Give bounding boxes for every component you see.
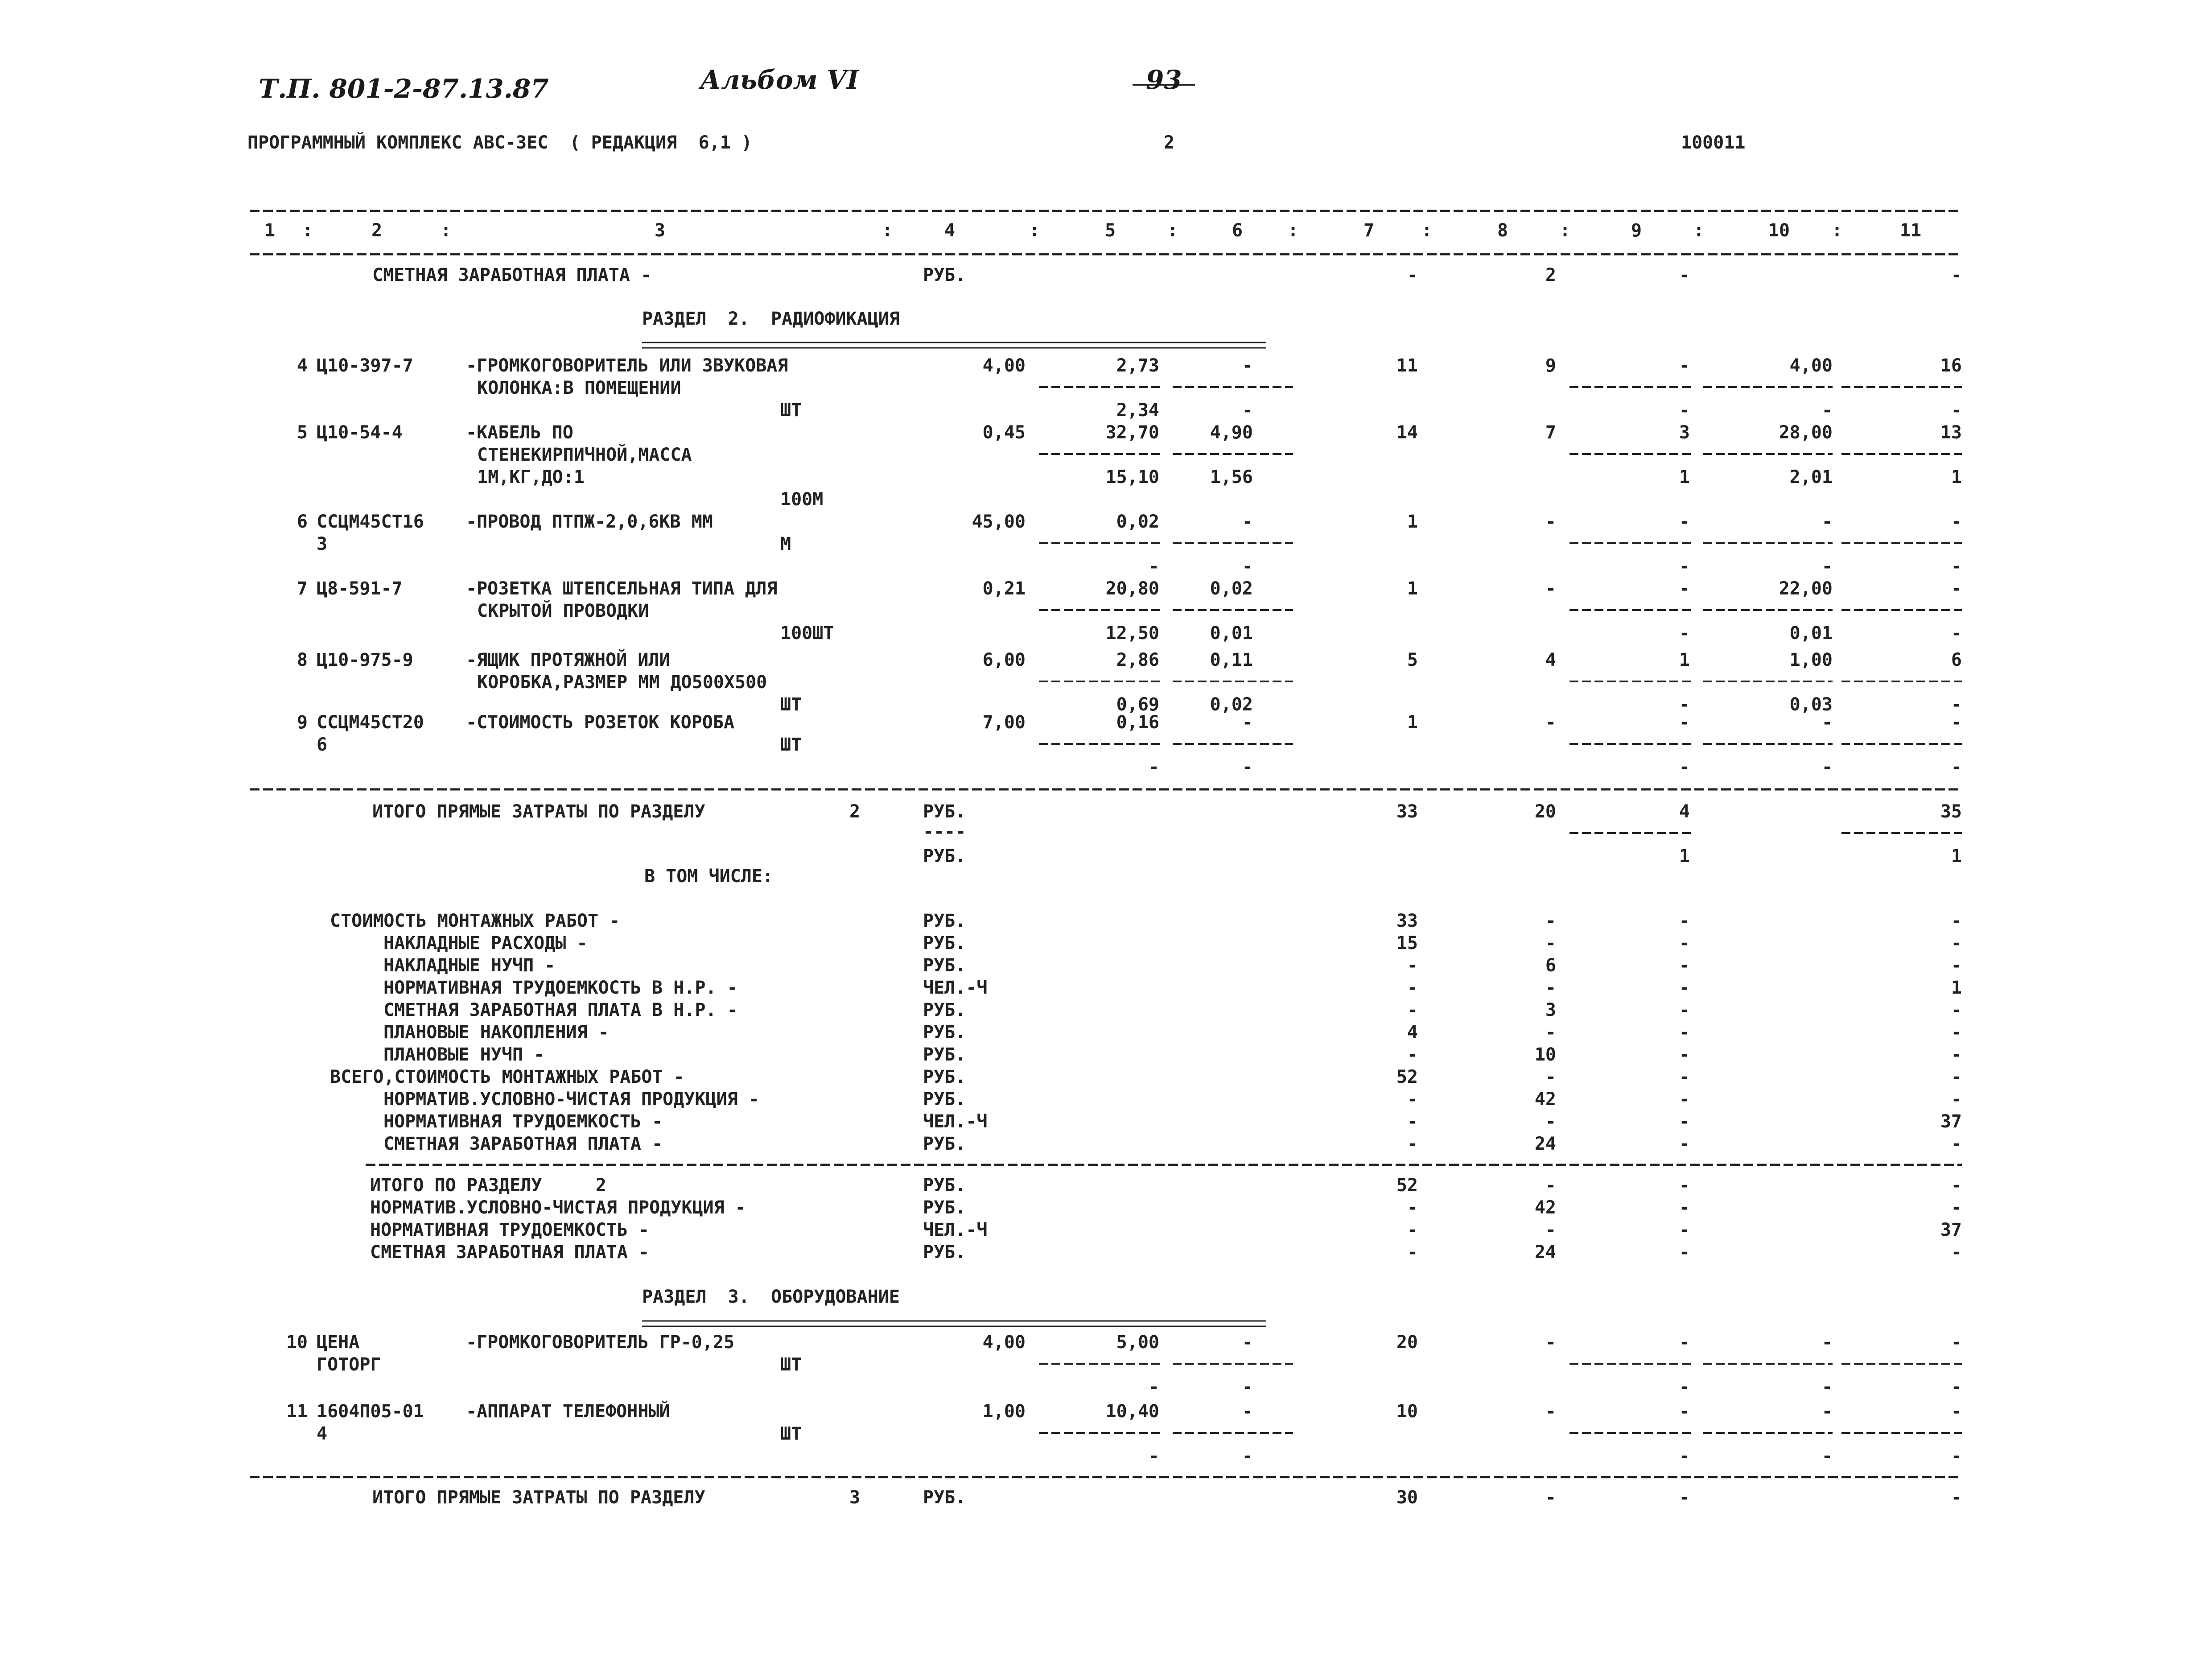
section2-detail-9-col8: 42 — [1534, 1089, 1556, 1110]
section2-row-3-bottom-col5: - — [1148, 556, 1159, 577]
top-wage-row-label: СМЕТНАЯ ЗАРАБОТНАЯ ПЛАТА - — [372, 265, 652, 285]
section3-row-2-col11: - — [1951, 1401, 1962, 1422]
section2-row-6-code2: 6 — [317, 735, 328, 755]
section2-row-5-col11: 6 — [1951, 650, 1962, 670]
section2-total-col11: 35 — [1940, 801, 1962, 822]
section3-total-section-number: 3 — [849, 1487, 861, 1508]
section2-detail-1-col9: - — [1679, 911, 1690, 931]
section3-row-1-col6: - — [1242, 1332, 1253, 1353]
section2-detail-8-col8: - — [1545, 1067, 1556, 1087]
section2-detail-6-label: ПЛАНОВЫЕ НАКОПЛЕНИЯ - — [383, 1022, 609, 1043]
column-separator-7: : — [1421, 220, 1433, 241]
section2-row-6-col10: - — [1821, 712, 1833, 733]
column-header-c10: 10 — [1768, 220, 1790, 241]
section2-detail-8-unit: РУБ. — [923, 1067, 966, 1087]
section2-row-6-bottom-col11: - — [1951, 757, 1962, 777]
section3-row-2-bottom-col10: - — [1821, 1446, 1833, 1466]
section3-row-2-bottom-col6: - — [1242, 1446, 1253, 1466]
column-separator-8: : — [1559, 220, 1571, 241]
section2-row-2-col10: 28,00 — [1779, 422, 1833, 443]
section3-row-1-col11: - — [1951, 1332, 1962, 1353]
section2-detail-1-col7: 33 — [1396, 911, 1418, 931]
section2-detail-4-label: НОРМАТИВНАЯ ТРУДОЕМКОСТЬ В Н.Р. - — [383, 978, 738, 998]
section2-detail-9-unit: РУБ. — [923, 1089, 966, 1110]
section2-detail-11-col7: - — [1407, 1134, 1418, 1154]
section3-row-1-col10: - — [1821, 1332, 1833, 1353]
section3-row-2-col8: - — [1545, 1401, 1556, 1422]
section2-row-3-col8: - — [1545, 512, 1556, 532]
column-separator-4: : — [1029, 220, 1040, 241]
section2-detail-3-label: НАКЛАДНЫЕ НУЧП - — [383, 955, 556, 976]
document-code: 100011 — [1681, 132, 1746, 153]
section2-detail-6-col7: 4 — [1407, 1022, 1418, 1043]
column-header-c7: 7 — [1363, 220, 1375, 241]
section2-row-1-col11: 16 — [1940, 355, 1962, 376]
section2-detail-2-label: НАКЛАДНЫЕ РАСХОДЫ - — [383, 933, 588, 953]
section2-detail-5-col9: - — [1679, 1000, 1690, 1020]
section2-summary-2-unit: РУБ. — [923, 1197, 966, 1218]
section2-detail-10-col8: - — [1545, 1111, 1556, 1132]
section2-row-1-bottom-col11: - — [1951, 400, 1962, 421]
column-separator-2: : — [440, 220, 452, 241]
section2-row-1-unit: ШТ — [780, 400, 802, 421]
section2-row-4-qty: 0,21 — [982, 578, 1026, 599]
section2-row-4-name2: СКРЫТОЙ ПРОВОДКИ — [477, 601, 649, 621]
section2-row-2-bottom-col6: 1,56 — [1210, 467, 1253, 487]
section2-summary-4-col11: - — [1951, 1242, 1962, 1263]
section2-summary-3-col9: - — [1679, 1220, 1690, 1240]
section2-title: РАЗДЕЛ 2. РАДИОФИКАЦИЯ — [642, 309, 900, 329]
column-separator-1: : — [302, 220, 313, 241]
section2-row-3-bottom-col10: - — [1821, 556, 1833, 577]
section3-row-2-code: 1604П05-01 — [317, 1401, 424, 1422]
section2-detail-7-col8: 10 — [1534, 1044, 1556, 1065]
section2-row-2-col9: 3 — [1679, 422, 1690, 443]
section2-summary-3-col8: - — [1545, 1220, 1556, 1240]
section3-row-2-qty: 1,00 — [982, 1401, 1026, 1422]
section2-detail-11-col11: - — [1951, 1134, 1962, 1154]
section2-row-4-bottom-col5: 12,50 — [1105, 623, 1159, 644]
section2-detail-5-label: СМЕТНАЯ ЗАРАБОТНАЯ ПЛАТА В Н.Р. - — [383, 1000, 738, 1020]
section2-row-2-code: Ц10-54-4 — [317, 422, 403, 443]
section2-detail-5-unit: РУБ. — [923, 1000, 966, 1020]
section2-summary-3-label: НОРМАТИВНАЯ ТРУДОЕМКОСТЬ - — [370, 1220, 650, 1240]
section3-row-2-bottom-col5: - — [1148, 1446, 1159, 1466]
section2-row-1-col9: - — [1679, 355, 1690, 376]
column-header-c11: 11 — [1899, 220, 1922, 241]
section2-row-3-code2: 3 — [317, 534, 328, 554]
section2-row-5-col8: 4 — [1545, 650, 1556, 670]
section2-detail-7-unit: РУБ. — [923, 1044, 966, 1065]
section2-detail-6-col9: - — [1679, 1022, 1690, 1043]
section2-row-6-qty: 7,00 — [982, 712, 1026, 733]
section2-row-3-name1: -ПРОВОД ПТПЖ-2,0,6КВ ММ — [466, 512, 713, 532]
section3-row-2-col9: - — [1679, 1401, 1690, 1422]
section2-row-3-bottom-col11: - — [1951, 556, 1962, 577]
section2-detail-8-label: ВСЕГО,СТОИМОСТЬ МОНТАЖНЫХ РАБОТ - — [330, 1067, 684, 1087]
section2-row-2-name3: 1М,КГ,ДО:1 — [477, 467, 585, 487]
section2-summary-4-col7: - — [1407, 1242, 1418, 1263]
section2-row-2-bottom-col10: 2,01 — [1789, 467, 1833, 487]
section2-row-3-unit: М — [780, 534, 791, 554]
section2-detail-1-unit: РУБ. — [923, 911, 966, 931]
section2-detail-3-col11: - — [1951, 955, 1962, 976]
section2-detail-9-col7: - — [1407, 1089, 1418, 1110]
section2-detail-7-label: ПЛАНОВЫЕ НУЧП - — [383, 1044, 545, 1065]
section2-total-col9: 4 — [1679, 801, 1690, 822]
section2-row-1-col7: 11 — [1396, 355, 1418, 376]
section3-total-col8: - — [1545, 1487, 1556, 1508]
section2-row-5-col6: 0,11 — [1210, 650, 1253, 670]
column-separator-6: : — [1287, 220, 1299, 241]
column-header-c9: 9 — [1631, 220, 1642, 241]
section2-detail-4-unit: ЧЕЛ.-Ч — [923, 978, 988, 998]
section2-total2-col9: 1 — [1679, 846, 1690, 867]
section2-row-4-name1: -РОЗЕТКА ШТЕПСЕЛЬНАЯ ТИПА ДЛЯ — [466, 578, 778, 599]
section2-detail-1-col8: - — [1545, 911, 1556, 931]
section2-row-5-col10: 1,00 — [1789, 650, 1833, 670]
section2-row-1-bottom-col9: - — [1679, 400, 1690, 421]
section2-row-1-col8: 9 — [1545, 355, 1556, 376]
section2-detail-6-unit: РУБ. — [923, 1022, 966, 1043]
section2-row-5-unit: ШТ — [780, 694, 802, 715]
section2-row-4-bottom-col10: 0,01 — [1789, 623, 1833, 644]
section2-row-2-col11: 13 — [1940, 422, 1962, 443]
column-separator-9: : — [1693, 220, 1705, 241]
section2-row-3-col9: - — [1679, 512, 1690, 532]
section2-row-5-bottom-col9: - — [1679, 694, 1690, 715]
section2-row-6-col6: - — [1242, 712, 1253, 733]
section2-summary-3-unit: ЧЕЛ.-Ч — [923, 1220, 988, 1240]
section2-row-1-col5: 2,73 — [1116, 355, 1159, 376]
section3-row-2-bottom-col11: - — [1951, 1446, 1962, 1466]
top-wage-row-unit: РУБ. — [923, 265, 966, 285]
section2-row-4-bottom-col11: - — [1951, 623, 1962, 644]
section2-row-3-bottom-col9: - — [1679, 556, 1690, 577]
section2-detail-9-col11: - — [1951, 1089, 1962, 1110]
section2-detail-4-col11: 1 — [1951, 978, 1962, 998]
section2-summary-1-col9: - — [1679, 1175, 1690, 1196]
handwritten-page-number: 93 — [1146, 65, 1182, 95]
section2-detail-1-label: СТОИМОСТЬ МОНТАЖНЫХ РАБОТ - — [330, 911, 620, 931]
section3-row-1-name1: -ГРОМКОГОВОРИТЕЛЬ ГР-0,25 — [466, 1332, 735, 1353]
section2-summary-4-label: СМЕТНАЯ ЗАРАБОТНАЯ ПЛАТА - — [370, 1242, 650, 1263]
section2-row-5-name1: -ЯЩИК ПРОТЯЖНОЙ ИЛИ — [466, 650, 670, 670]
section2-summary-4-col9: - — [1679, 1242, 1690, 1263]
section3-row-1-unit: ШТ — [780, 1354, 802, 1375]
section2-summary-1-col11: - — [1951, 1175, 1962, 1196]
column-separator-3: : — [882, 220, 893, 241]
top-wage-row-col7: - — [1407, 265, 1418, 285]
section2-detail-7-col7: - — [1407, 1044, 1418, 1065]
section2-summary-2-col7: - — [1407, 1197, 1418, 1218]
section2-row-2-bottom-col11: 1 — [1951, 467, 1962, 487]
section2-summary-1-label: ИТОГО ПО РАЗДЕЛУ 2 — [370, 1175, 606, 1196]
section2-row-2-unit: 100М — [780, 489, 824, 510]
handwritten-project-code: Т.П. 801-2-87.13.87 — [259, 74, 549, 104]
column-header-c2: 2 — [371, 220, 383, 241]
column-header-c3: 3 — [654, 220, 666, 241]
section2-summary-3-col7: - — [1407, 1220, 1418, 1240]
section3-row-2-bottom-col9: - — [1679, 1446, 1690, 1466]
section2-detail-5-col8: 3 — [1545, 1000, 1556, 1020]
section2-summary-3-col11: 37 — [1940, 1220, 1962, 1240]
section2-row-6-col7: 1 — [1407, 712, 1418, 733]
section2-row-4-bottom-col9: - — [1679, 623, 1690, 644]
section2-row-5-bottom-col5: 0,69 — [1116, 694, 1159, 715]
section2-total2-col11: 1 — [1951, 846, 1962, 867]
section2-detail-6-col11: - — [1951, 1022, 1962, 1043]
section3-row-1-num: 10 — [286, 1332, 308, 1353]
section2-row-6-bottom-col9: - — [1679, 757, 1690, 777]
section2-row-6-col9: - — [1679, 712, 1690, 733]
section2-row-2-bottom-col9: 1 — [1679, 467, 1690, 487]
section2-row-5-code: Ц10-975-9 — [317, 650, 413, 670]
section2-detail-5-col7: - — [1407, 1000, 1418, 1020]
section2-detail-5-col11: - — [1951, 1000, 1962, 1020]
section2-detail-2-col9: - — [1679, 933, 1690, 953]
section2-row-2-qty: 0,45 — [982, 422, 1026, 443]
section2-row-5-col7: 5 — [1407, 650, 1418, 670]
section3-row-2-unit: ШТ — [780, 1424, 802, 1444]
column-header-c1: 1 — [264, 220, 276, 241]
section2-detail-6-col8: - — [1545, 1022, 1556, 1043]
section2-row-1-bottom-col6: - — [1242, 400, 1253, 421]
section2-row-1-num: 4 — [297, 355, 308, 376]
section3-row-1-col7: 20 — [1396, 1332, 1418, 1353]
column-header-c6: 6 — [1232, 220, 1243, 241]
section2-summary-4-unit: РУБ. — [923, 1242, 966, 1263]
section2-detail-4-col7: - — [1407, 978, 1418, 998]
section3-row-1-col5: 5,00 — [1116, 1332, 1159, 1353]
section2-row-5-col9: 1 — [1679, 650, 1690, 670]
section2-including-caption: В ТОМ ЧИСЛЕ: — [644, 866, 773, 887]
section2-row-5-bottom-col10: 0,03 — [1789, 694, 1833, 715]
section2-row-4-col7: 1 — [1407, 578, 1418, 599]
section2-detail-8-col11: - — [1951, 1067, 1962, 1087]
section2-row-2-col8: 7 — [1545, 422, 1556, 443]
section2-row-6-bottom-col10: - — [1821, 757, 1833, 777]
section2-row-5-name2: КОРОБКА,РАЗМЕР ММ ДО500Х500 — [477, 672, 767, 693]
section2-summary-1-unit: РУБ. — [923, 1175, 966, 1196]
column-header-c8: 8 — [1497, 220, 1508, 241]
section2-row-3-num: 6 — [297, 512, 308, 532]
section2-row-6-bottom-col6: - — [1242, 757, 1253, 777]
column-header-c4: 4 — [944, 220, 956, 241]
section3-row-1-qty: 4,00 — [982, 1332, 1026, 1353]
section2-detail-7-col9: - — [1679, 1044, 1690, 1065]
section2-row-6-num: 9 — [297, 712, 308, 733]
section2-detail-8-col7: 52 — [1396, 1067, 1418, 1087]
section3-row-1-bottom-col9: - — [1679, 1377, 1690, 1397]
section2-detail-2-col8: - — [1545, 933, 1556, 953]
section2-detail-11-label: СМЕТНАЯ ЗАРАБОТНАЯ ПЛАТА - — [383, 1134, 663, 1154]
column-header-c5: 5 — [1104, 220, 1116, 241]
section2-detail-10-unit: ЧЕЛ.-Ч — [923, 1111, 988, 1132]
section3-total-label: ИТОГО ПРЯМЫЕ ЗАТРАТЫ ПО РАЗДЕЛУ — [372, 1487, 705, 1508]
section2-row-4-col5: 20,80 — [1105, 578, 1159, 599]
section3-row-1-bottom-col6: - — [1242, 1377, 1253, 1397]
section2-summary-1-col7: 52 — [1396, 1175, 1418, 1196]
section2-summary-2-col11: - — [1951, 1197, 1962, 1218]
section2-row-3-col11: - — [1951, 512, 1962, 532]
section3-row-1-code: ЦЕНА — [317, 1332, 360, 1353]
section2-row-3-col7: 1 — [1407, 512, 1418, 532]
section2-detail-2-col7: 15 — [1396, 933, 1418, 953]
section2-row-4-bottom-col6: 0,01 — [1210, 623, 1253, 644]
section2-detail-11-unit: РУБ. — [923, 1134, 966, 1154]
section2-row-5-bottom-col11: - — [1951, 694, 1962, 715]
section2-detail-4-col8: - — [1545, 978, 1556, 998]
section3-total-col7: 30 — [1396, 1487, 1418, 1508]
section3-row-2-name1: -АППАРАТ ТЕЛЕФОННЫЙ — [466, 1401, 670, 1422]
section2-total-label: ИТОГО ПРЯМЫЕ ЗАТРАТЫ ПО РАЗДЕЛУ — [372, 801, 705, 822]
section3-row-2-code2: 4 — [317, 1424, 328, 1444]
section2-row-1-bottom-col5: 2,34 — [1116, 400, 1159, 421]
section2-row-2-name2: СТЕНЕКИРПИЧНОЙ,МАССА — [477, 445, 692, 465]
section2-detail-3-unit: РУБ. — [923, 955, 966, 976]
section3-total-col9: - — [1679, 1487, 1690, 1508]
section2-detail-10-col11: 37 — [1940, 1111, 1962, 1132]
section3-row-2-col5: 10,40 — [1105, 1401, 1159, 1422]
section2-total-unit-dashes: ---- — [923, 821, 966, 842]
sheet-number: 2 — [1164, 132, 1175, 153]
section2-detail-7-col11: - — [1951, 1044, 1962, 1065]
section2-total-col7: 33 — [1396, 801, 1418, 822]
section2-total-unit: РУБ. — [923, 801, 966, 822]
top-wage-row-col8: 2 — [1545, 265, 1556, 285]
section3-title: РАЗДЕЛ 3. ОБОРУДОВАНИЕ — [642, 1287, 900, 1307]
section3-row-2-num: 11 — [286, 1401, 308, 1422]
section3-row-2-col7: 10 — [1396, 1401, 1418, 1422]
section3-row-1-code2: ГОТОРГ — [317, 1354, 381, 1375]
section2-detail-11-col8: 24 — [1534, 1134, 1556, 1154]
section2-row-1-name1: -ГРОМКОГОВОРИТЕЛЬ ИЛИ ЗВУКОВАЯ — [466, 355, 788, 376]
section2-row-3-qty: 45,00 — [972, 512, 1026, 532]
section2-row-4-col8: - — [1545, 578, 1556, 599]
section3-total-col11: - — [1951, 1487, 1962, 1508]
section2-row-1-code: Ц10-397-7 — [317, 355, 413, 376]
section2-row-6-name1: -СТОИМОСТЬ РОЗЕТОК КОРОБА — [466, 712, 735, 733]
section2-row-6-unit: ШТ — [780, 735, 802, 755]
section2-row-4-col10: 22,00 — [1779, 578, 1833, 599]
column-separator-10: : — [1831, 220, 1843, 241]
column-separator-5: : — [1167, 220, 1178, 241]
section2-summary-2-label: НОРМАТИВ.УСЛОВНО-ЧИСТАЯ ПРОДУКЦИЯ - — [370, 1197, 746, 1218]
section2-row-1-qty: 4,00 — [982, 355, 1026, 376]
section2-detail-8-col9: - — [1679, 1067, 1690, 1087]
program-title: ПРОГРАММНЫЙ КОМПЛЕКС АВС-3ЕС ( РЕДАКЦИЯ 6,1 ) — [247, 132, 752, 153]
section2-total-section-number: 2 — [849, 801, 861, 822]
section2-row-3-col6: - — [1242, 512, 1253, 532]
section2-row-3-bottom-col6: - — [1242, 556, 1253, 577]
section2-detail-1-col11: - — [1951, 911, 1962, 931]
section2-detail-4-col9: - — [1679, 978, 1690, 998]
handwritten-album: Альбом VI — [700, 65, 859, 95]
section2-detail-3-col7: - — [1407, 955, 1418, 976]
section2-summary-4-col8: 24 — [1534, 1242, 1556, 1263]
section2-row-5-col5: 2,86 — [1116, 650, 1159, 670]
section2-row-2-col5: 32,70 — [1105, 422, 1159, 443]
section2-row-4-num: 7 — [297, 578, 308, 599]
section3-row-2-col10: - — [1821, 1401, 1833, 1422]
section2-row-2-col7: 14 — [1396, 422, 1418, 443]
top-wage-row-col11: - — [1951, 265, 1962, 285]
section2-row-6-col8: - — [1545, 712, 1556, 733]
section2-total2-unit: РУБ. — [923, 846, 966, 867]
section2-row-6-bottom-col5: - — [1148, 757, 1159, 777]
section3-total-unit: РУБ. — [923, 1487, 966, 1508]
section2-row-4-col6: 0,02 — [1210, 578, 1253, 599]
section2-row-3-col5: 0,02 — [1116, 512, 1159, 532]
section2-detail-9-label: НОРМАТИВ.УСЛОВНО-ЧИСТАЯ ПРОДУКЦИЯ - — [383, 1089, 759, 1110]
section2-row-4-unit: 100ШТ — [780, 623, 834, 644]
section3-row-1-bottom-col5: - — [1148, 1377, 1159, 1397]
section2-summary-2-col9: - — [1679, 1197, 1690, 1218]
section2-row-4-code: Ц8-591-7 — [317, 578, 403, 599]
section2-row-5-qty: 6,00 — [982, 650, 1026, 670]
section2-detail-9-col9: - — [1679, 1089, 1690, 1110]
section2-detail-3-col8: 6 — [1545, 955, 1556, 976]
section2-row-3-code: ССЦМ45СТ16 — [317, 512, 424, 532]
section2-row-1-col6: - — [1242, 355, 1253, 376]
section2-row-6-code: ССЦМ45СТ20 — [317, 712, 424, 733]
section2-total-col8: 20 — [1534, 801, 1556, 822]
section2-row-3-col10: - — [1821, 512, 1833, 532]
section2-detail-2-unit: РУБ. — [923, 933, 966, 953]
section2-detail-11-col9: - — [1679, 1134, 1690, 1154]
section2-row-2-col6: 4,90 — [1210, 422, 1253, 443]
section3-row-1-bottom-col10: - — [1821, 1377, 1833, 1397]
section2-row-2-name1: -КАБЕЛЬ ПО — [466, 422, 573, 443]
section3-row-1-col8: - — [1545, 1332, 1556, 1353]
section2-row-6-col11: - — [1951, 712, 1962, 733]
section2-row-1-col10: 4,00 — [1789, 355, 1833, 376]
section2-row-6-col5: 0,16 — [1116, 712, 1159, 733]
section2-detail-2-col11: - — [1951, 933, 1962, 953]
section2-row-1-bottom-col10: - — [1821, 400, 1833, 421]
section2-detail-10-col7: - — [1407, 1111, 1418, 1132]
section2-detail-10-label: НОРМАТИВНАЯ ТРУДОЕМКОСТЬ - — [383, 1111, 663, 1132]
section2-row-4-col11: - — [1951, 578, 1962, 599]
section2-row-5-num: 8 — [297, 650, 308, 670]
section3-row-1-col9: - — [1679, 1332, 1690, 1353]
section2-summary-2-col8: 42 — [1534, 1197, 1556, 1218]
section2-detail-3-col9: - — [1679, 955, 1690, 976]
section2-row-2-bottom-col5: 15,10 — [1105, 467, 1159, 487]
section2-row-5-bottom-col6: 0,02 — [1210, 694, 1253, 715]
section2-row-1-name2: КОЛОНКА:В ПОМЕЩЕНИИ — [477, 378, 681, 398]
section2-row-4-col9: - — [1679, 578, 1690, 599]
section2-summary-1-col8: - — [1545, 1175, 1556, 1196]
section2-detail-10-col9: - — [1679, 1111, 1690, 1132]
top-wage-row-col9: - — [1679, 265, 1690, 285]
section3-row-1-bottom-col11: - — [1951, 1377, 1962, 1397]
section3-row-2-col6: - — [1242, 1401, 1253, 1422]
section2-row-2-num: 5 — [297, 422, 308, 443]
